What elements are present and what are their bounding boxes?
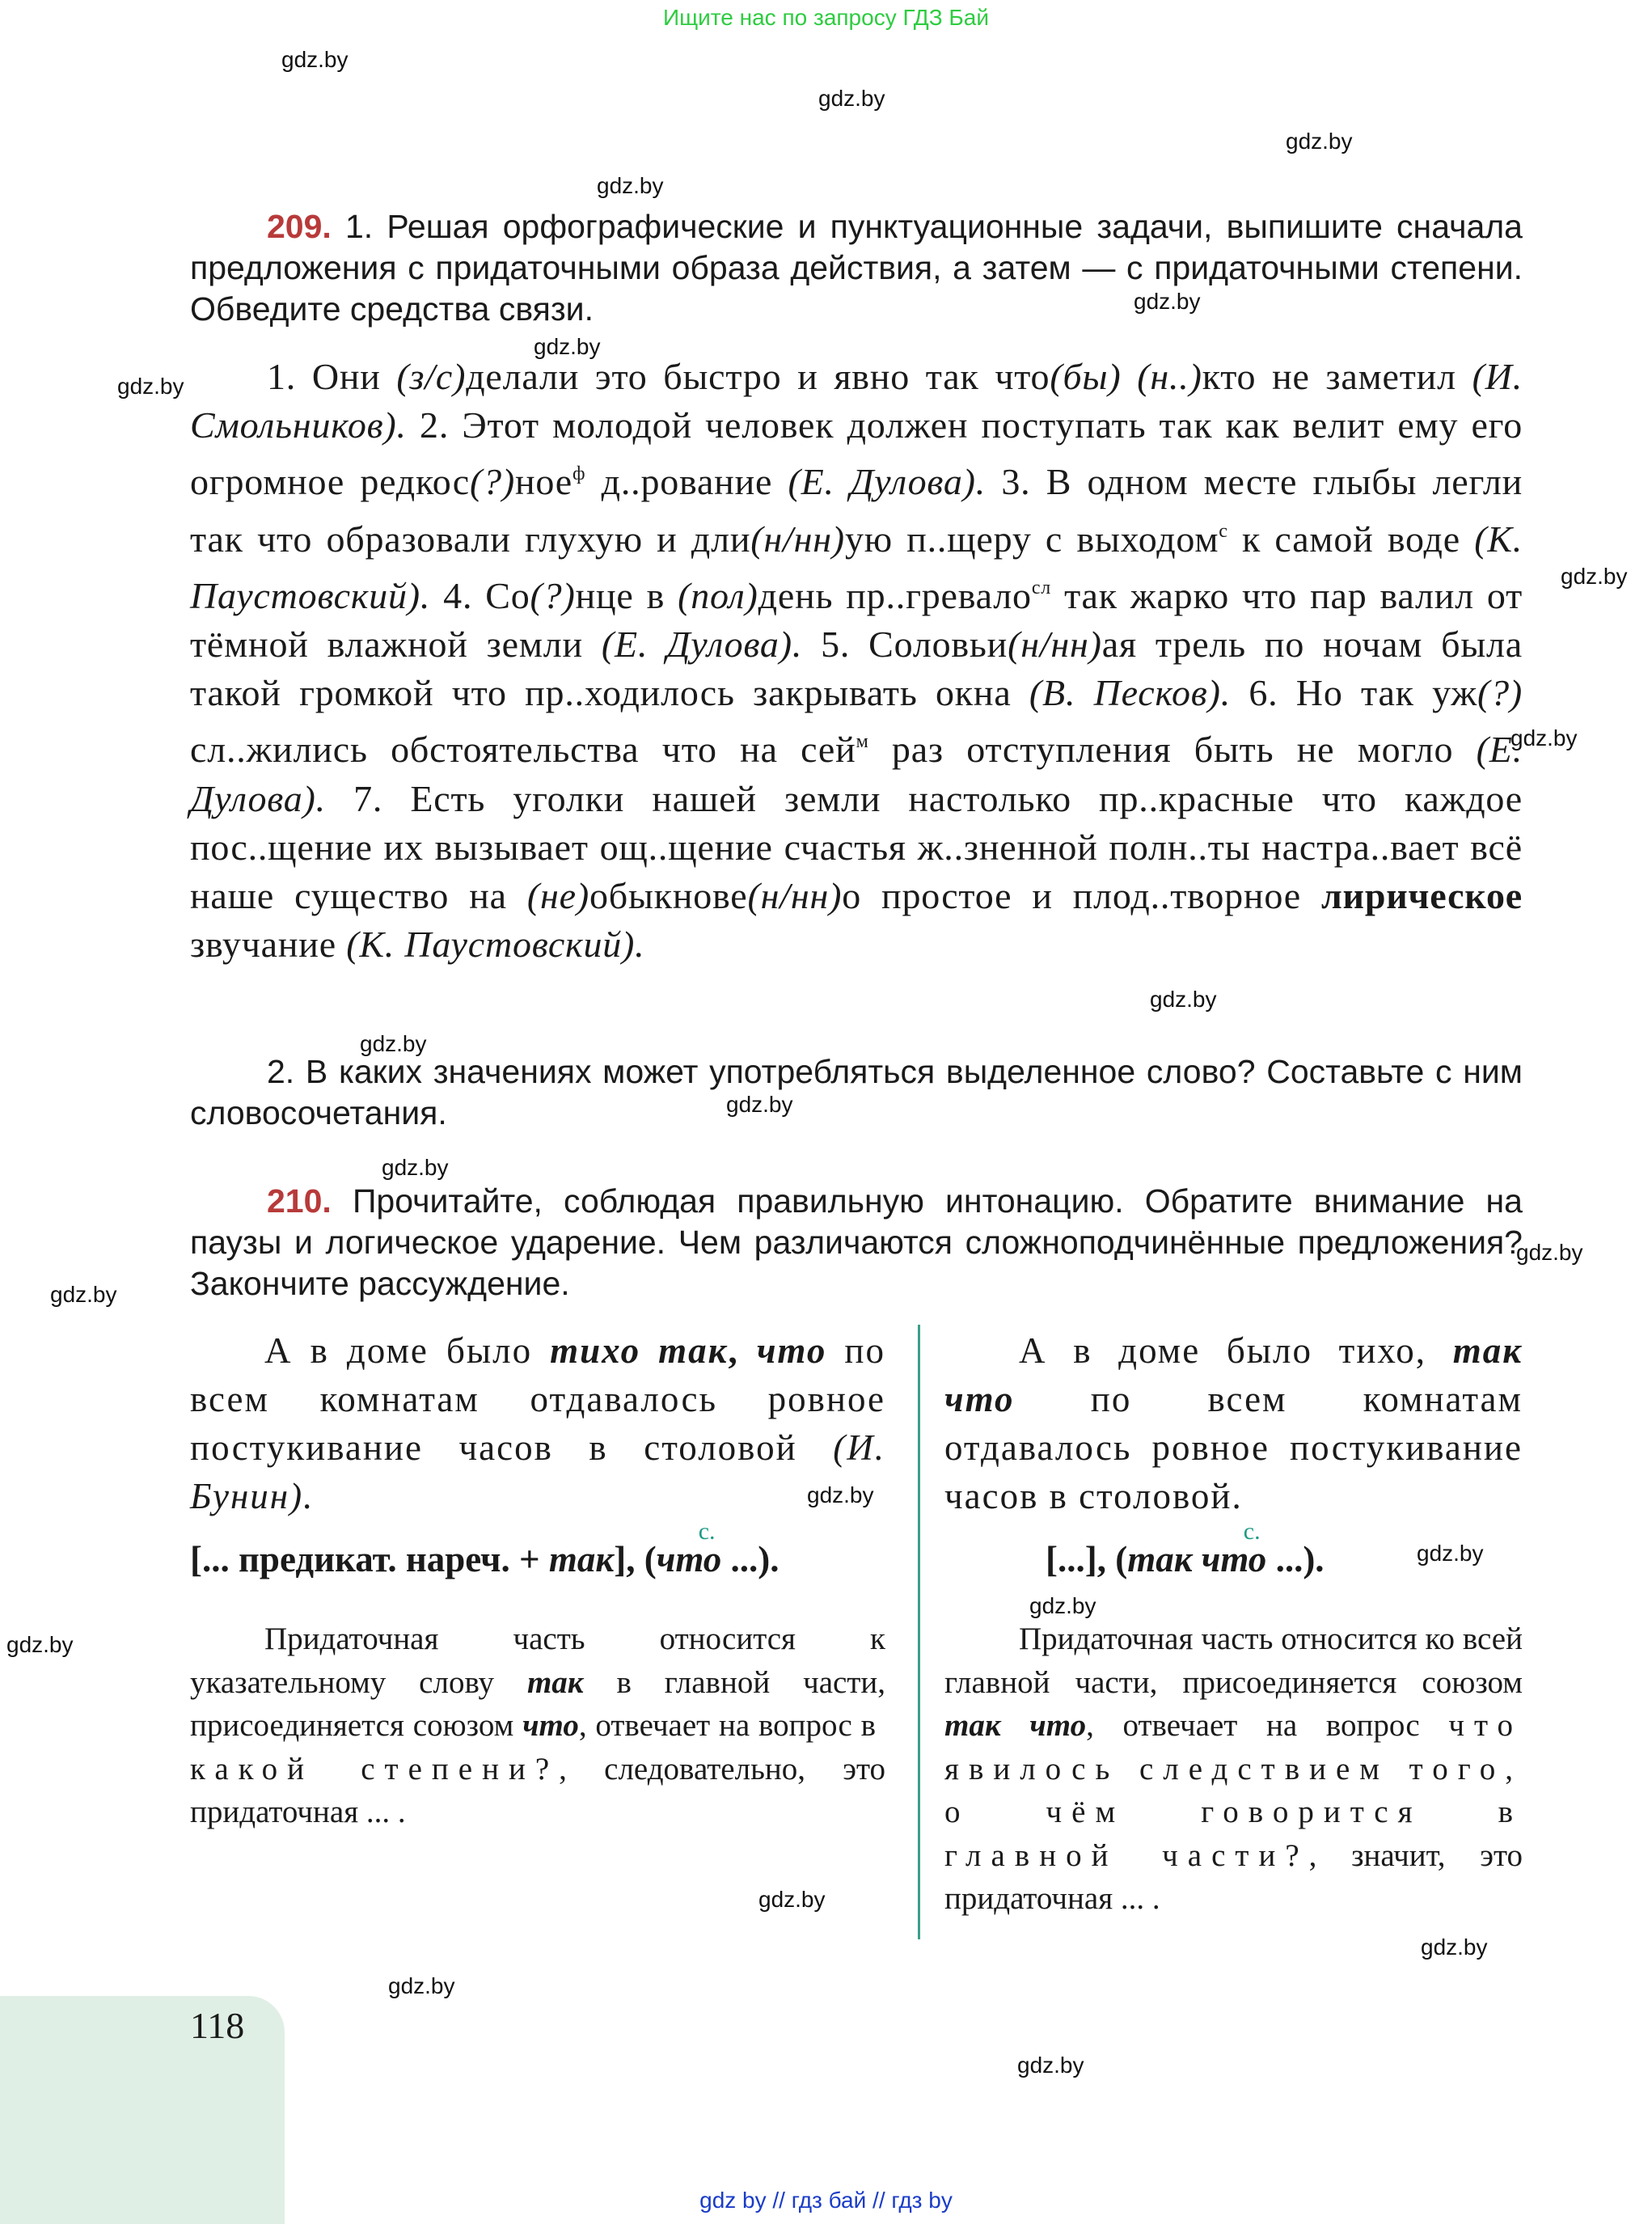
task-209-question-2: 2. В каких значениях может употребляться выделенное слово? Составьте с ним словосочетания. xyxy=(190,1053,1523,1131)
watermark: gdz.by xyxy=(726,1092,793,1117)
watermark: gdz.by xyxy=(1510,725,1578,750)
right-quote: А в доме было тихо, так что по всем комнатам отдавалось ровное постукивание часов в столовой. xyxy=(944,1330,1523,1516)
watermark: gdz.by xyxy=(382,1155,449,1180)
watermark: gdz.by xyxy=(1516,1240,1583,1265)
watermark: gdz.by xyxy=(117,374,184,399)
watermark: gdz.by xyxy=(360,1031,427,1056)
bottom-banner[interactable]: gdz by // гдз бай // гдз by xyxy=(699,2188,953,2213)
watermark: gdz.by xyxy=(281,47,349,72)
watermark: gdz.by xyxy=(1150,987,1217,1012)
watermark: gdz.by xyxy=(1417,1541,1484,1566)
left-scheme: [... предикат. нареч. + так], (с. что ...). xyxy=(190,1535,885,1583)
watermark: gdz.by xyxy=(818,86,885,111)
watermark: gdz.by xyxy=(1029,1593,1096,1618)
watermark: gdz.by xyxy=(597,173,664,198)
left-explanation: Придаточная часть относится к указательному слову так в главной части, присоединяется союзом что, отвечает на вопрос в какой степени?, следовательно, это придаточная ... . xyxy=(190,1621,885,1829)
highlighted-word: лирическое xyxy=(1320,875,1523,917)
top-banner: Ищите нас по запросу ГДЗ Бай xyxy=(662,5,990,30)
watermark: gdz.by xyxy=(1017,2053,1084,2078)
page-number: 118 xyxy=(190,2005,245,2046)
column-divider xyxy=(918,1325,920,1939)
right-scheme: [...], (так с. что ...). xyxy=(944,1535,1523,1583)
watermark: gdz.by xyxy=(807,1482,874,1507)
watermark: gdz.by xyxy=(50,1282,117,1307)
task-210-instruction: 210. Прочитайте, соблюдая правильную интонацию. Обратите внимание на паузы и логическое ударение. Чем различаются сложноподчинённые предложения? Закончите рассуждение. xyxy=(190,1182,1523,1302)
watermark: gdz.by xyxy=(1286,129,1353,154)
watermark: gdz.by xyxy=(6,1632,74,1657)
right-explanation: Придаточная часть относится ко всей главной части, присоединяется союзом так что, отвечает на вопрос что явилось следствием того, о чём говорится в главной части?, значит, это придаточная ... . xyxy=(944,1621,1523,1916)
task-number: 210. xyxy=(267,1182,332,1220)
exercise-text: 1. Они (з/с)делали это быстро и явно так что(бы) (н..)кто не заметил (И. Смольников). 2. Этот молодой человек должен поступать так как велит ему его огромное редкос(?)ное$^ф$ д..рование (Е. Дулова). 3. В одном месте глыбы легли так что образовали глухую и дли(н/нн)ую п..щеру с выходом$^с$ к самой воде (К. Паустовский). 4. Со(?)нце в (пол)день пр..гревало$^{сл}$ так жарко что пар валил от тёмной влажной земли (Е. Дулова). 5. Соловьи(н/нн)ая трель по ночам была такой громкой что пр..ходилось закрывать окна (В. Песков). 6. Но так уж(?) сл..жились обстоятельства что на сей$^м$ раз отступления быть не могло (Е. Дулова). 7. Есть уголки нашей земли настолько пр..красные что каждое пос..щение их вызывает ощ..щение счастья ж..зненной полн..ты настра..вает всё наше существо на (не)обыкнове(н/нн)о простое и плод..творное лирическое звучание (К. Паустовский). xyxy=(190,356,1523,966)
task-209-instruction: 209. 1. Решая орфографические и пунктуационные задачи, выпишите сначала предложения с придаточными образа действия, а затем — с придаточными степени. Обведите средства связи. xyxy=(190,208,1523,328)
left-quote: А в доме было тихо так, что по всем комнатам отдавалось ровное постукивание часов в столовой (И. Бунин). xyxy=(190,1330,886,1516)
right-column xyxy=(944,1326,1523,1921)
task-number: 209. xyxy=(267,208,332,245)
watermark: gdz.by xyxy=(1134,289,1201,314)
watermark: gdz.by xyxy=(388,1973,455,1998)
watermark: gdz.by xyxy=(534,334,601,359)
left-column xyxy=(190,1326,885,1834)
watermark: gdz.by xyxy=(1421,1934,1488,1960)
watermark: gdz.by xyxy=(758,1887,826,1912)
watermark: gdz.by xyxy=(1561,564,1628,589)
